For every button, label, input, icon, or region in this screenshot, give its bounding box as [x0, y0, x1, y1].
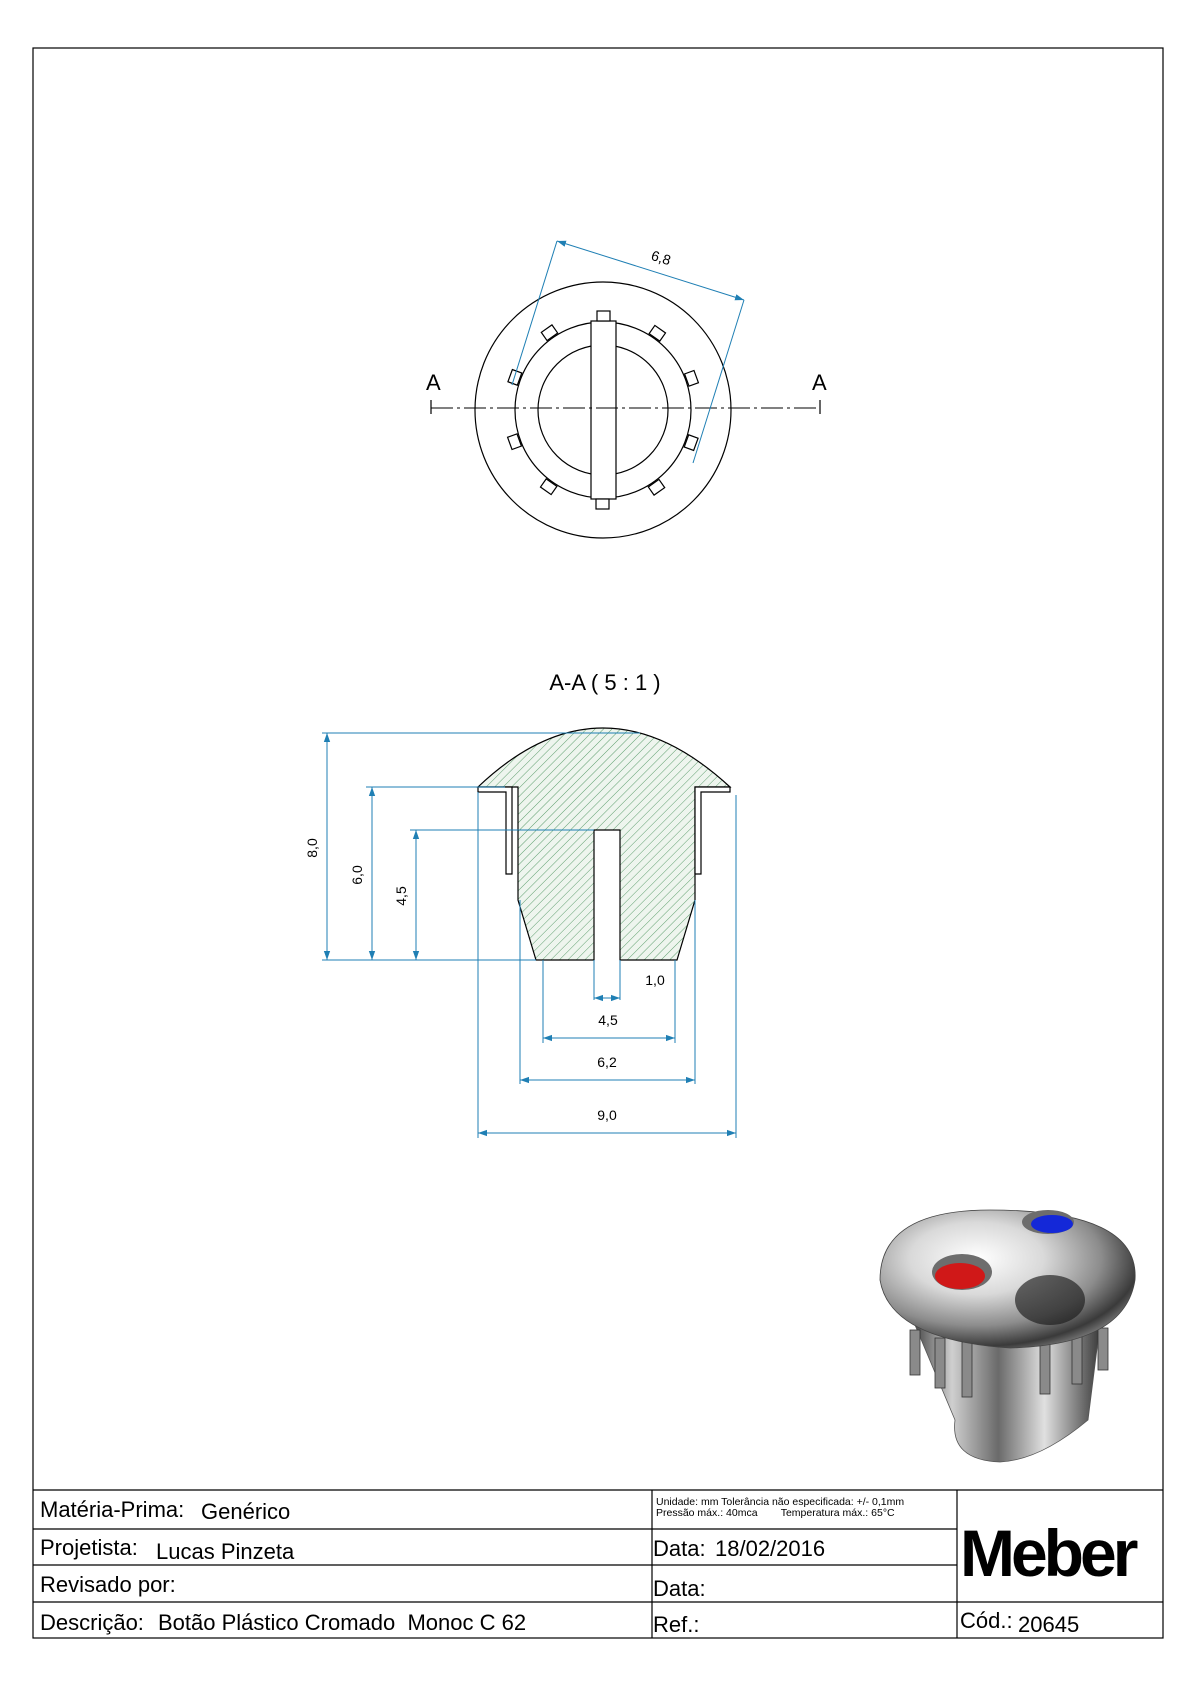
- dim-slot-depth: 4,5: [393, 886, 409, 906]
- data-value: 18/02/2016: [715, 1536, 826, 1561]
- notes-line-1: Unidade: mm Tolerância não especificada: +/- 0,1mm: [656, 1496, 905, 1508]
- revisado-label: Revisado por:: [40, 1572, 176, 1597]
- section-label-left: A: [426, 370, 441, 395]
- cod-value: 20645: [1018, 1612, 1080, 1637]
- dim-height-body: 6,0: [349, 865, 365, 885]
- dim-height-total: 8,0: [304, 838, 320, 858]
- data-label: Data:: [653, 1536, 706, 1561]
- descricao-label: Descrição:: [40, 1610, 144, 1635]
- notes-line-2: Pressão máx.: 40mca Temperatura máx.: 65°C: [656, 1507, 895, 1519]
- dim-slot-width: 1,0: [645, 972, 665, 988]
- projetista-value: Lucas Pinzeta: [156, 1539, 295, 1564]
- section-title: A-A ( 5 : 1 ): [549, 670, 661, 695]
- dim-head-width: 9,0: [597, 1107, 617, 1123]
- center-slot-bar: [591, 321, 616, 499]
- data2-label: Data:: [653, 1576, 706, 1601]
- meber-logo: Meber: [960, 1516, 1135, 1590]
- materia-prima-label: Matéria-Prima:: [40, 1497, 185, 1522]
- top-view: [431, 282, 820, 538]
- product-render: [880, 1210, 1135, 1462]
- dim-body-width: 6,2: [597, 1054, 617, 1070]
- descricao-value: Botão Plástico Cromado Monoc C 62: [158, 1610, 527, 1635]
- cod-label: Cód.:: [960, 1608, 1013, 1633]
- dim-top-diameter: [512, 241, 744, 463]
- section-body-hatched: [478, 728, 730, 960]
- ref-label: Ref.:: [653, 1612, 700, 1637]
- section-label-right: A: [812, 370, 827, 395]
- dim-top-diameter-label: 6,8: [649, 247, 673, 269]
- section-view: [478, 728, 730, 960]
- projetista-label: Projetista:: [40, 1535, 138, 1560]
- dim-bottom-width: 4,5: [598, 1012, 618, 1028]
- materia-prima-value: Genérico: [201, 1499, 291, 1524]
